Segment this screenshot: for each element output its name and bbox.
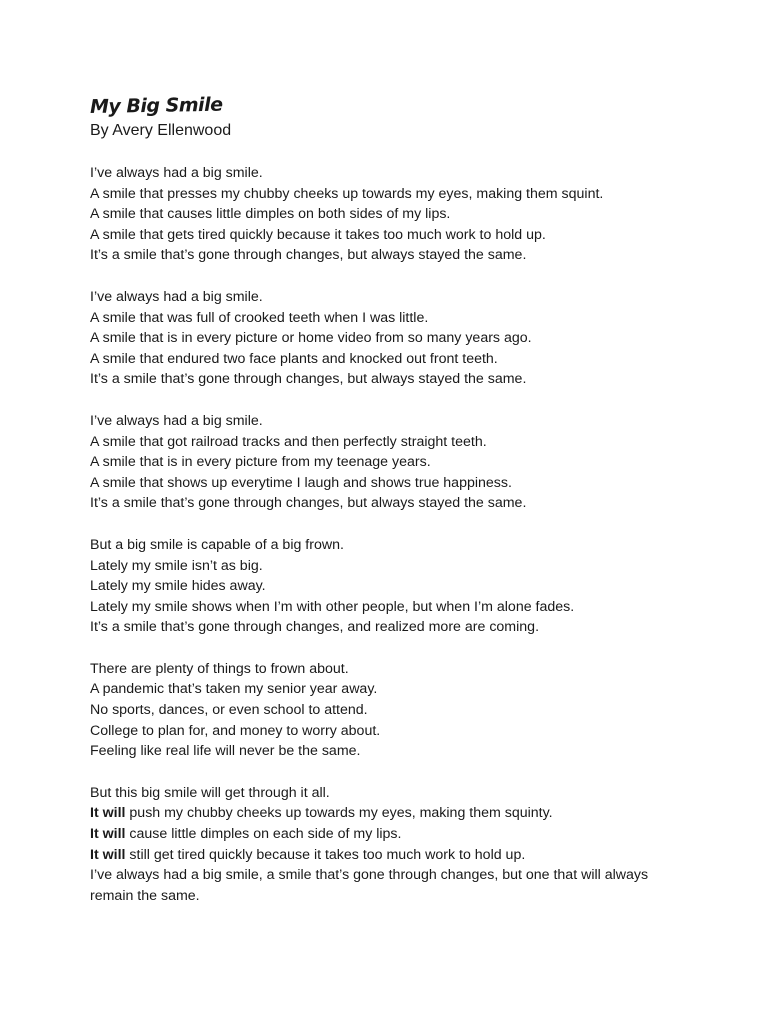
poem-line: [90, 845, 690, 866]
line-text: A smile that gets tired quickly because it takes too much work to hold up.: [90, 226, 546, 243]
line-text: I’ve always had a big smile, a smile that’s gone through changes, but one that will always remain the same.: [90, 867, 649, 904]
poem-line: [90, 308, 690, 329]
poem-line: [90, 245, 690, 266]
poem-line: [90, 452, 690, 473]
line-text: It’s a smile that’s gone through changes, but always stayed the same.: [90, 495, 527, 512]
line-text: It’s a smile that’s gone through changes, and realized more are coming.: [90, 619, 540, 636]
poem-line: [90, 225, 690, 246]
poem-line: [90, 328, 690, 349]
poem-line: [90, 369, 690, 390]
line-text: A smile that is in every picture from my teenage years.: [90, 454, 431, 471]
poem-line: [90, 287, 690, 308]
poem-body: [90, 163, 690, 906]
emphasis-text: It will: [90, 826, 126, 843]
line-text: A smile that presses my chubby cheeks up towards my eyes, making them squint.: [90, 185, 604, 202]
poem-line: [90, 700, 690, 721]
poem-line: [90, 535, 690, 556]
poem-author: By Avery Ellenwood: [90, 122, 232, 139]
poem-stanza: [90, 411, 690, 514]
line-text: Lately my smile isn’t as big.: [90, 557, 263, 574]
line-text: A smile that got railroad tracks and then perfectly straight teeth.: [90, 433, 487, 450]
line-text: College to plan for, and money to worry about.: [90, 722, 381, 739]
poem-line: [90, 659, 690, 680]
poem-line: [90, 865, 650, 906]
line-text: Feeling like real life will never be the same.: [90, 743, 361, 760]
poem-line: [90, 721, 690, 742]
poem-line: [90, 493, 690, 514]
emphasis-text: It will: [90, 805, 126, 822]
line-text: I’ve always had a big smile.: [90, 412, 263, 429]
line-text: There are plenty of things to frown about.: [90, 660, 349, 677]
poem-line: [90, 617, 690, 638]
poem-stanza: [90, 783, 690, 907]
line-text: No sports, dances, or even school to attend.: [90, 702, 368, 719]
poem-line: [90, 576, 690, 597]
poem-line: [90, 597, 690, 618]
line-text: A smile that causes little dimples on both sides of my lips.: [90, 206, 451, 223]
poem-line: [90, 204, 690, 225]
line-text: It’s a smile that’s gone through changes, but always stayed the same.: [90, 247, 527, 264]
poem-line: [90, 741, 690, 762]
line-text: still get tired quickly because it takes too much work to hold up.: [125, 846, 526, 863]
line-text: I’ve always had a big smile.: [90, 165, 263, 181]
emphasis-text: It will: [90, 846, 126, 863]
line-text: A smile that shows up everytime I laugh and shows true happiness.: [90, 474, 512, 491]
line-text: Lately my smile shows when I’m with other people, but when I’m alone fades.: [90, 598, 575, 615]
poem-line: [90, 473, 690, 494]
poem-line: [90, 556, 690, 577]
poem-line: [90, 679, 690, 700]
line-text: push my chubby cheeks up towards my eyes, making them squinty.: [125, 805, 553, 822]
poem-line: [90, 783, 690, 804]
poem-line: [90, 163, 690, 184]
poem-stanza: [90, 535, 690, 638]
poem-line: [90, 432, 690, 453]
line-text: It’s a smile that’s gone through changes, but always stayed the same.: [90, 371, 527, 388]
poem-line: [90, 184, 690, 205]
poem-stanza: [90, 163, 690, 266]
poem-line: [90, 411, 690, 432]
line-text: But this big smile will get through it all.: [90, 784, 330, 801]
poem-stanza: [90, 659, 690, 762]
line-text: A smile that was full of crooked teeth when I was little.: [90, 309, 429, 326]
poem-title: My Big Smile: [89, 93, 223, 118]
line-text: A pandemic that’s taken my senior year away.: [90, 681, 378, 698]
document-page: [90, 94, 690, 927]
line-text: cause little dimples on each side of my lips.: [125, 826, 402, 843]
poem-line: [90, 803, 690, 824]
line-text: I’ve always had a big smile.: [90, 288, 263, 305]
poem-stanza: [90, 287, 690, 390]
poem-line: [90, 824, 690, 845]
line-text: A smile that endured two face plants and knocked out front teeth.: [90, 350, 498, 367]
poem-line: [90, 349, 690, 370]
line-text: Lately my smile hides away.: [90, 578, 266, 595]
line-text: But a big smile is capable of a big frown.: [90, 536, 344, 553]
line-text: A smile that is in every picture or home video from so many years ago.: [90, 330, 532, 347]
